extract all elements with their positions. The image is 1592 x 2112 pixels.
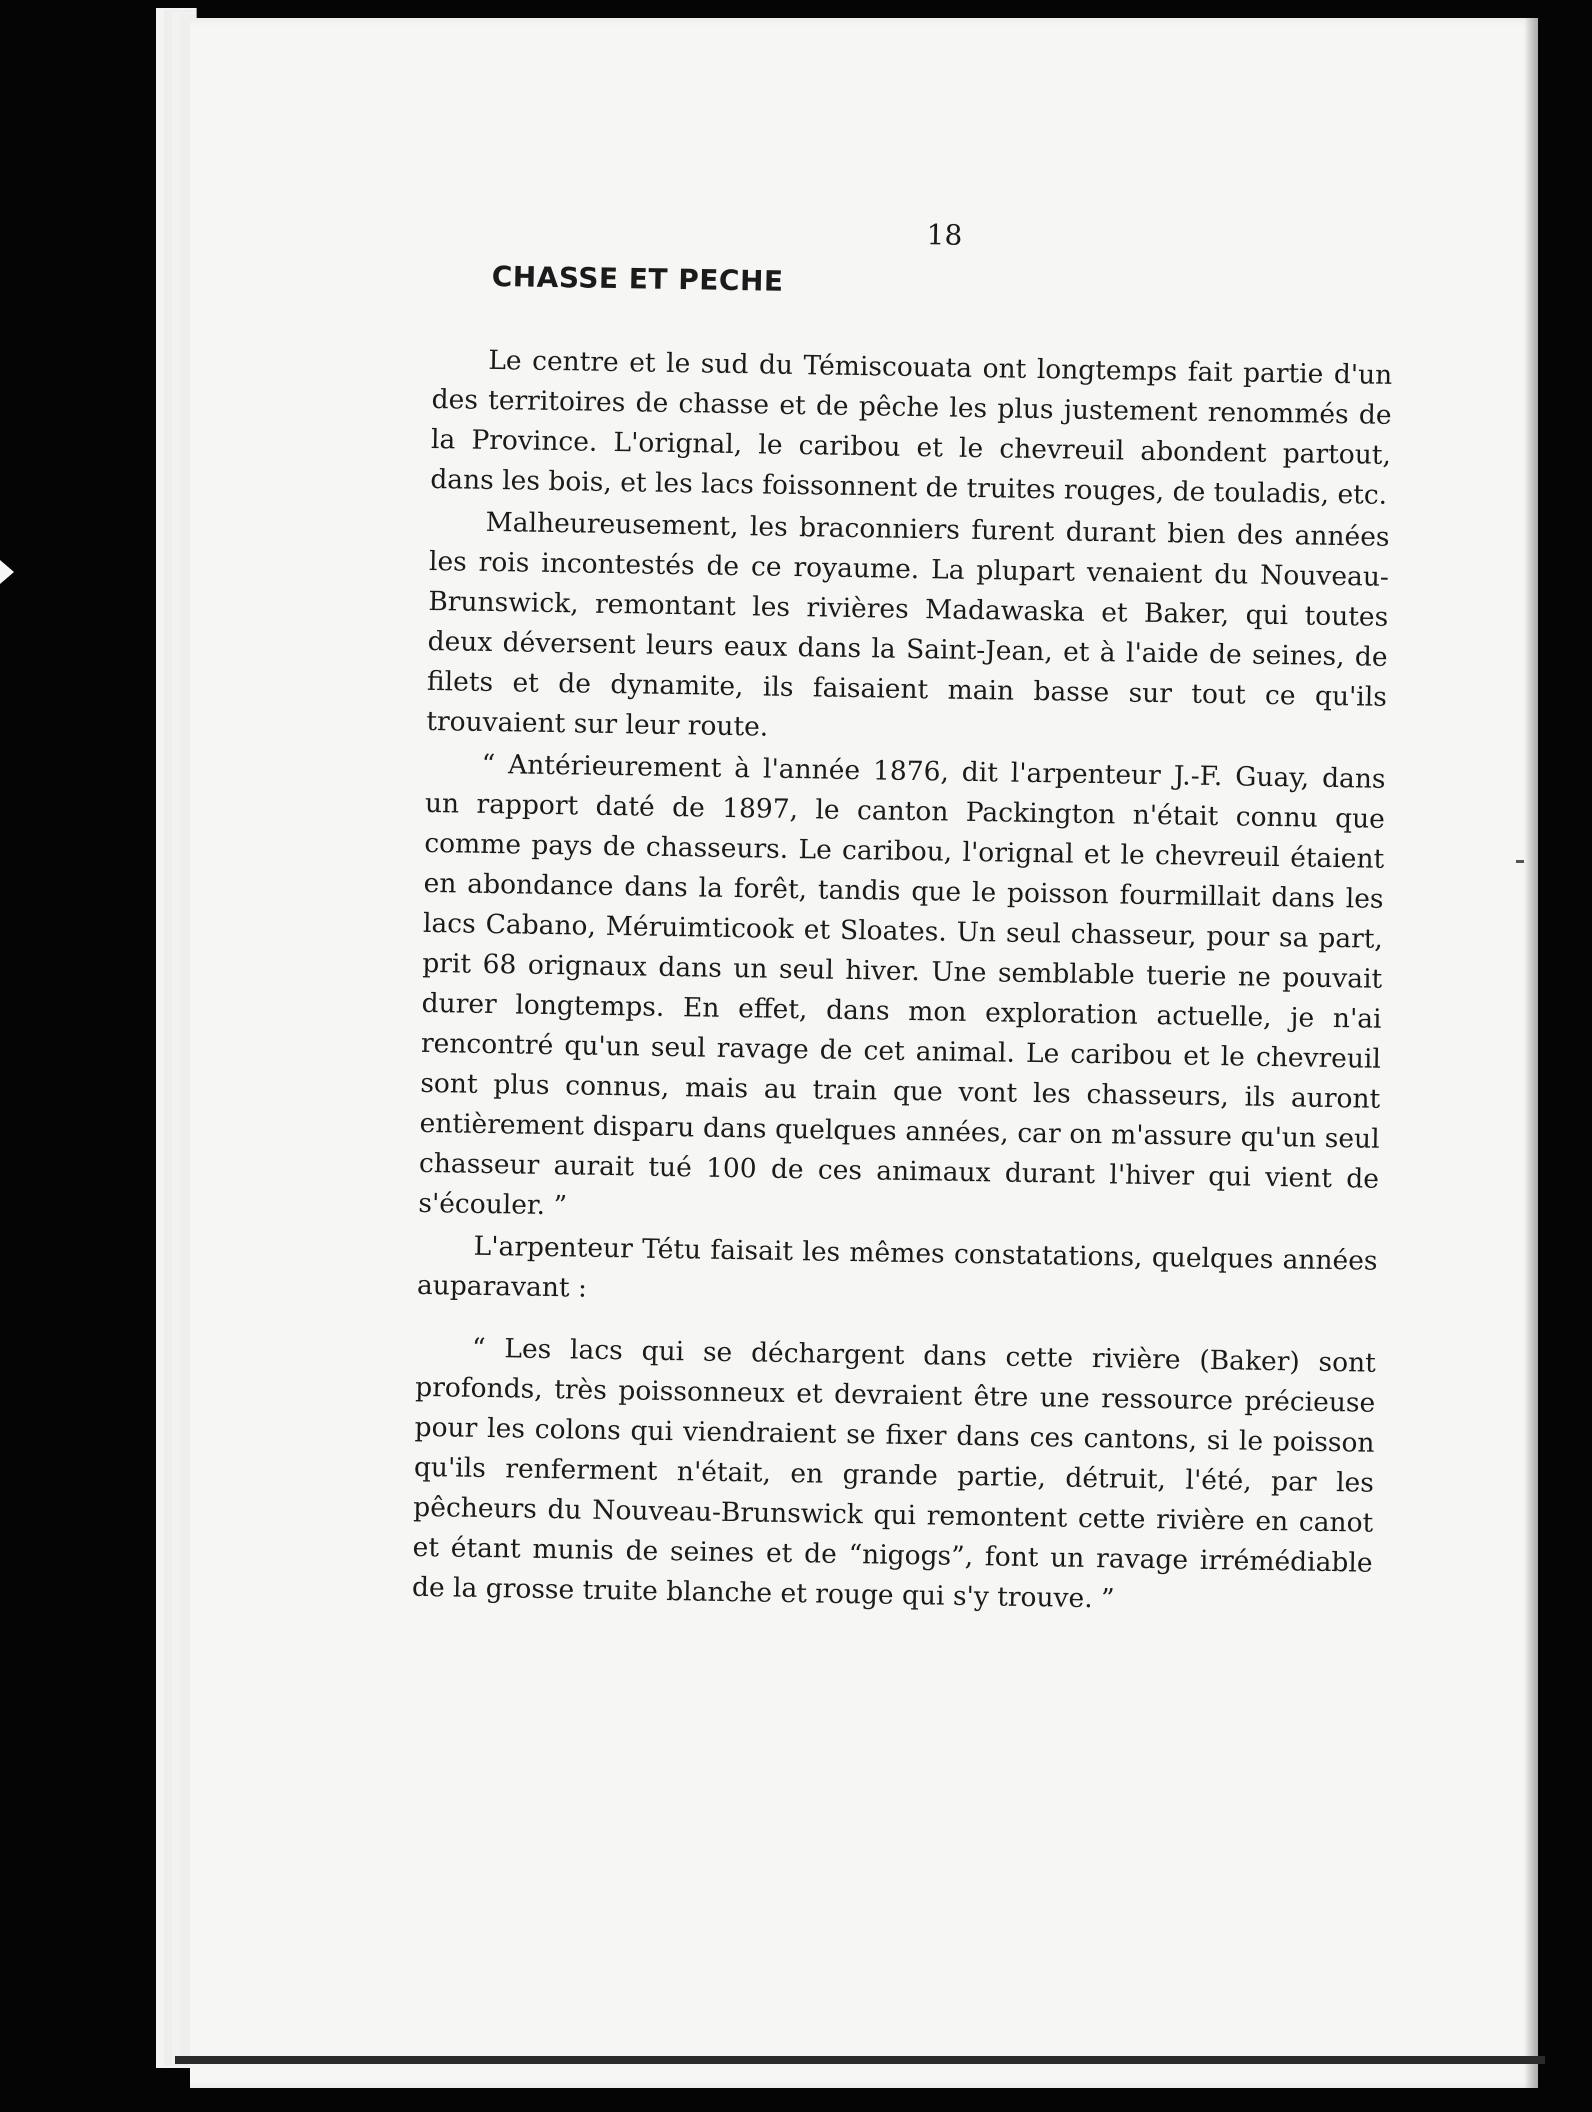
paragraph: L'arpenteur Tétu faisait les mêmes constatations, quelques années auparavant :	[416, 1230, 1378, 1304]
paragraph: Malheureusement, les braconniers furent durant bien des années les rois incontestés de ce royaume. La plupart venaient du Nouveau-Brunswick, remontant les rivières Madawaska et Baker, qui toutes deux déversent leurs eaux dans la Saint-Jean, et à l'aide de seines, de filets et de dynamite, ils faisaient main basse sur tout ce qu'ils trouvaient sur leur route.	[426, 506, 1390, 743]
section-heading: CHASSE ET PECHE	[491, 259, 784, 298]
page-bottom-edge	[175, 2056, 1545, 2064]
page-gutter-shadow	[1524, 18, 1538, 2088]
scan-edge-mark	[1516, 860, 1524, 863]
scan-edge-notch	[0, 560, 14, 584]
paragraph: Le centre et le sud du Témiscouata ont longtemps fait partie d'un des territoires de chasse et de pêche les plus justement renommés de la Province. L'orignal, le caribou et le chevreuil abondent partout, dans les bois, et les lacs foissonnent de truites rouges, de touladis, etc.	[430, 344, 1393, 511]
paragraph: “ Antérieurement à l'année 1876, dit l'arpenteur J.-F. Guay, dans un rapport daté de 1897, le canton Packington n'était connu que comme pays de chasseurs. Le caribou, l'orignal et le chevreuil étaient en abondance dans la forêt, tandis que le poisson fourmillait dans les lacs Cabano, Méruimticook et Sloates. Un seul chasseur, pour sa part, prit 68 orignaux dans un seul hiver. Une semblable tuerie ne pouvait durer longtemps. En effet, dans mon exploration actuelle, je n'ai rencontré qu'un seul ravage de cet animal. Le caribou et le chevreuil sont plus connus, mais au train que vont les chasseurs, ils auront entièrement disparu dans quelques années, car on m'assure qu'un seul chasseur aurait tué 100 de ces animaux durant l'hiver qui vient de s'écouler. ”	[418, 748, 1386, 1222]
text-block	[412, 200, 1395, 1624]
quoted-paragraph: “ Les lacs qui se déchargent dans cette rivière (Baker) sont profonds, très poissonneux et devraient être une ressource précieuse pour les colons qui viendraient se fixer dans ces cantons, si le poisson qu'ils renferment n'était, en grande partie, détruit, l'été, par les pêcheurs du Nouveau-Brunswick qui remontent cette rivière en canot et étant munis de seines et de “nigogs”, font un ravage irrémédiable de la grosse truite blanche et rouge qui s'y trouve. ”	[411, 1332, 1377, 1615]
page-number: 18	[926, 218, 963, 252]
